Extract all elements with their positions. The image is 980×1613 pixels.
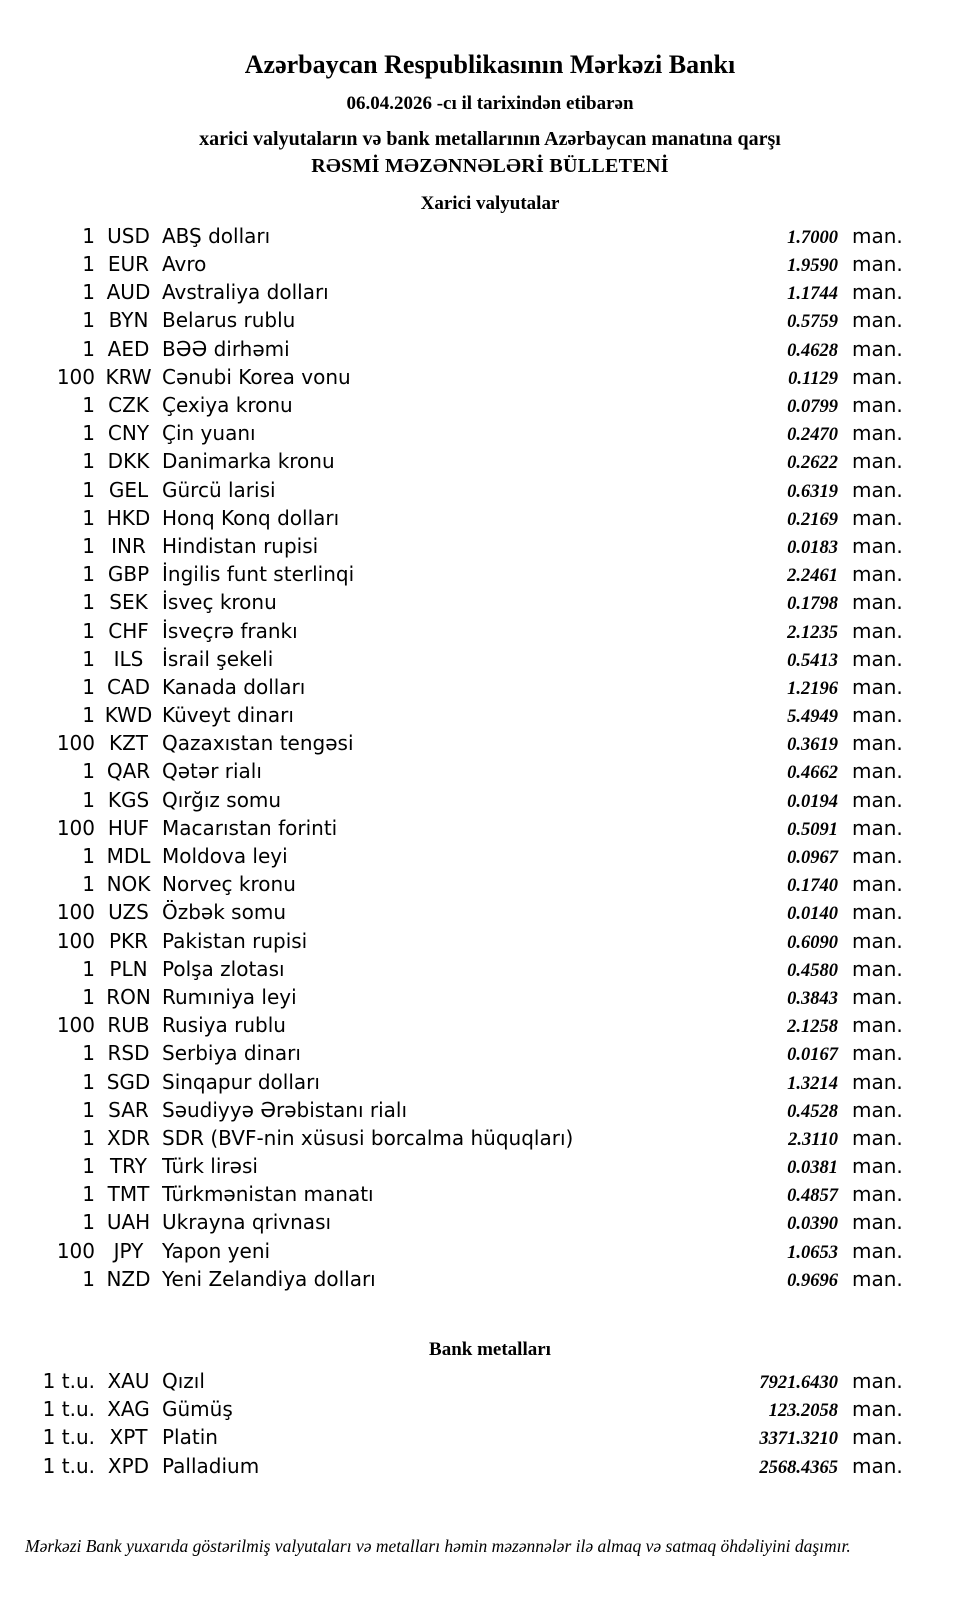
currency-rate: 2.3110 xyxy=(788,1129,838,1150)
unit-label: man. xyxy=(852,1125,903,1150)
currency-row xyxy=(0,675,980,703)
currency-name: Honq Konq dolları xyxy=(162,505,340,530)
metal-code: XPT xyxy=(109,1425,148,1450)
metal-code: XAU xyxy=(107,1369,150,1394)
unit-label: man. xyxy=(852,562,903,587)
currency-qty: 1 xyxy=(82,336,95,361)
unit-label: man. xyxy=(852,928,903,953)
unit-label: man. xyxy=(852,1013,903,1038)
currency-code: NZD xyxy=(106,1266,151,1291)
currency-row xyxy=(0,365,980,393)
currency-code: EUR xyxy=(107,252,150,277)
currency-name: Danimarka kronu xyxy=(162,449,335,474)
metals-section-title: Bank metalları xyxy=(429,1339,551,1361)
unit-label: man. xyxy=(852,872,903,897)
currency-name: İsveç kronu xyxy=(162,590,277,615)
metal-row xyxy=(0,1425,980,1453)
currency-row xyxy=(0,1126,980,1154)
currency-rate: 1.7000 xyxy=(787,227,838,248)
currency-name: İsrail şekeli xyxy=(162,646,274,671)
metal-name: Qızıl xyxy=(162,1369,205,1394)
currency-qty: 1 xyxy=(82,844,95,869)
metal-row xyxy=(0,1369,980,1397)
currency-rate: 0.1740 xyxy=(787,876,838,897)
currency-code: GBP xyxy=(107,562,150,587)
currency-rate: 2.1258 xyxy=(787,1017,838,1038)
currency-qty: 1 xyxy=(82,1154,95,1179)
currency-row xyxy=(0,985,980,1013)
currency-qty: 1 xyxy=(82,533,95,558)
currency-row xyxy=(0,900,980,928)
currency-rate: 0.3843 xyxy=(787,988,838,1009)
currency-row xyxy=(0,590,980,618)
currency-name: Pakistan rupisi xyxy=(162,928,308,953)
unit-label: man. xyxy=(852,1210,903,1235)
currency-row xyxy=(0,534,980,562)
currency-rate: 1.2196 xyxy=(787,678,838,699)
currency-rate: 0.5091 xyxy=(787,819,838,840)
currency-name: Qazaxıstan tengəsi xyxy=(162,731,354,756)
currency-code: CNY xyxy=(107,421,150,446)
unit-label: man. xyxy=(852,1154,903,1179)
currency-row xyxy=(0,788,980,816)
currency-rate: 0.4857 xyxy=(787,1186,838,1207)
metal-qty: 1 t.u. xyxy=(42,1453,95,1478)
unit-label: man. xyxy=(852,956,903,981)
unit-label: man. xyxy=(852,590,903,615)
currency-name: Türk lirəsi xyxy=(162,1154,258,1179)
currency-code: AED xyxy=(107,336,150,361)
currency-rate: 0.2169 xyxy=(787,509,838,530)
currency-name: Avro xyxy=(162,252,207,277)
bulletin-subtitle: xarici valyutaların və bank metallarının Azərbaycan manatına qarşı xyxy=(199,127,781,150)
metal-rate: 3371.3210 xyxy=(759,1429,838,1450)
metal-name: Palladium xyxy=(162,1453,260,1478)
currency-row xyxy=(0,703,980,731)
currency-rate: 0.0167 xyxy=(787,1045,838,1066)
unit-label: man. xyxy=(852,533,903,558)
currency-rate: 0.0390 xyxy=(787,1214,838,1235)
currency-code: CAD xyxy=(106,674,151,699)
currency-name: Ukrayna qrivnası xyxy=(162,1210,332,1235)
currency-name: Rumıniya leyi xyxy=(162,984,297,1009)
metal-rate: 123.2058 xyxy=(768,1401,838,1422)
metal-rate: 7921.6430 xyxy=(759,1373,838,1394)
currency-qty: 1 xyxy=(82,956,95,981)
currency-code: USD xyxy=(107,223,150,248)
currency-rate: 0.0140 xyxy=(787,904,838,925)
currency-code: INR xyxy=(111,533,146,558)
currency-rate: 0.4628 xyxy=(787,340,838,361)
currency-qty: 1 xyxy=(82,421,95,446)
metal-row xyxy=(0,1454,980,1482)
currency-name: Kanada dolları xyxy=(162,674,306,699)
unit-label: man. xyxy=(852,393,903,418)
currency-row xyxy=(0,1267,980,1295)
currency-row xyxy=(0,619,980,647)
unit-label: man. xyxy=(852,449,903,474)
unit-label: man. xyxy=(852,1397,903,1422)
currency-qty: 100 xyxy=(56,1013,95,1038)
currency-row xyxy=(0,337,980,365)
currency-code: NOK xyxy=(106,872,151,897)
currency-qty: 1 xyxy=(82,393,95,418)
currency-qty: 1 xyxy=(82,703,95,728)
currency-code: KRW xyxy=(105,364,152,389)
currency-code: UAH xyxy=(106,1210,151,1235)
currency-rate: 0.3619 xyxy=(787,735,838,756)
currency-row xyxy=(0,252,980,280)
currency-code: CZK xyxy=(108,393,149,418)
currency-code: QAR xyxy=(106,759,151,784)
unit-label: man. xyxy=(852,505,903,530)
currency-rate: 2.1235 xyxy=(787,622,838,643)
metal-code: XPD xyxy=(107,1453,150,1478)
currency-qty: 1 xyxy=(82,562,95,587)
currency-rate: 1.1744 xyxy=(787,284,838,305)
unit-label: man. xyxy=(852,759,903,784)
unit-label: man. xyxy=(852,815,903,840)
currency-row xyxy=(0,929,980,957)
currency-name: Serbiya dinarı xyxy=(162,1041,301,1066)
unit-label: man. xyxy=(852,1453,903,1478)
currency-row xyxy=(0,1098,980,1126)
currency-qty: 1 xyxy=(82,1125,95,1150)
currency-code: RUB xyxy=(107,1013,150,1038)
currency-qty: 1 xyxy=(82,787,95,812)
currency-rate: 0.4580 xyxy=(787,960,838,981)
currency-section-title: Xarici valyutalar xyxy=(420,192,560,214)
unit-label: man. xyxy=(852,618,903,643)
currency-qty: 1 xyxy=(82,646,95,671)
unit-label: man. xyxy=(852,1097,903,1122)
currency-code: MDL xyxy=(106,844,151,869)
currency-rate: 0.4662 xyxy=(787,763,838,784)
currency-code: SAR xyxy=(108,1097,149,1122)
unit-label: man. xyxy=(852,674,903,699)
footer-disclaimer: Mərkəzi Bank yuxarıda göstərilmiş valyutaları və metalları həmin məzənnələr ilə almaq və satmaq öhdəliyini daşımır. xyxy=(25,1535,851,1556)
metal-qty: 1 t.u. xyxy=(42,1397,95,1422)
currency-table xyxy=(0,224,980,1295)
currency-code: TRY xyxy=(109,1154,148,1179)
unit-label: man. xyxy=(852,787,903,812)
currency-name: Avstraliya dolları xyxy=(162,280,329,305)
unit-label: man. xyxy=(852,731,903,756)
currency-rate: 0.2470 xyxy=(787,425,838,446)
currency-name: Çexiya kronu xyxy=(162,393,293,418)
currency-name: Çin yuanı xyxy=(162,421,256,446)
bulletin-title: RƏSMİ MƏZƏNNƏLƏRİ BÜLLETENİ xyxy=(311,154,669,177)
currency-code: AUD xyxy=(106,280,151,305)
currency-row xyxy=(0,562,980,590)
currency-qty: 100 xyxy=(56,928,95,953)
unit-label: man. xyxy=(852,1069,903,1094)
currency-name: Moldova leyi xyxy=(162,844,288,869)
metal-code: XAG xyxy=(107,1397,150,1422)
currency-qty: 1 xyxy=(82,223,95,248)
currency-qty: 1 xyxy=(82,252,95,277)
currency-row xyxy=(0,731,980,759)
metal-row xyxy=(0,1397,980,1425)
currency-name: Hindistan rupisi xyxy=(162,533,319,558)
currency-name: Rusiya rublu xyxy=(162,1013,286,1038)
metal-name: Gümüş xyxy=(162,1397,233,1422)
currency-rate: 0.0183 xyxy=(787,537,838,558)
currency-qty: 100 xyxy=(56,900,95,925)
currency-row xyxy=(0,1070,980,1098)
currency-row xyxy=(0,506,980,534)
currency-qty: 1 xyxy=(82,674,95,699)
currency-row xyxy=(0,224,980,252)
currency-name: BƏƏ dirhəmi xyxy=(162,336,290,361)
currency-code: SEK xyxy=(109,590,148,615)
currency-name: İsveçrə frankı xyxy=(162,618,298,643)
currency-code: RON xyxy=(106,984,151,1009)
currency-rate: 0.5413 xyxy=(787,650,838,671)
unit-label: man. xyxy=(852,1266,903,1291)
currency-name: Gürcü larisi xyxy=(162,477,276,502)
currency-qty: 100 xyxy=(56,364,95,389)
currency-rate: 0.0194 xyxy=(787,791,838,812)
currency-code: PKR xyxy=(108,928,149,953)
currency-rate: 0.1798 xyxy=(787,594,838,615)
unit-label: man. xyxy=(852,984,903,1009)
effective-date-line: 06.04.2026 -cı il tarixindən etibarən xyxy=(346,92,634,114)
currency-row xyxy=(0,393,980,421)
currency-name: Türkmənistan manatı xyxy=(162,1182,374,1207)
currency-code: CHF xyxy=(108,618,149,643)
currency-code: DKK xyxy=(107,449,150,474)
currency-name: Norveç kronu xyxy=(162,872,296,897)
currency-code: ILS xyxy=(113,646,144,671)
bank-title: Azərbaycan Respublikasının Mərkəzi Bankı xyxy=(244,50,736,79)
currency-qty: 1 xyxy=(82,1041,95,1066)
currency-name: Özbək somu xyxy=(162,900,286,925)
currency-rate: 0.6090 xyxy=(787,932,838,953)
unit-label: man. xyxy=(852,1425,903,1450)
currency-qty: 100 xyxy=(56,1238,95,1263)
currency-qty: 100 xyxy=(56,815,95,840)
currency-code: PLN xyxy=(109,956,148,981)
currency-row xyxy=(0,1154,980,1182)
currency-rate: 0.4528 xyxy=(787,1101,838,1122)
unit-label: man. xyxy=(852,1369,903,1394)
currency-name: SDR (BVF-nin xüsusi borcalma hüquqları) xyxy=(162,1125,574,1150)
currency-name: Qətər rialı xyxy=(162,759,262,784)
unit-label: man. xyxy=(852,1182,903,1207)
currency-code: SGD xyxy=(106,1069,151,1094)
metal-qty: 1 t.u. xyxy=(42,1425,95,1450)
currency-qty: 1 xyxy=(82,477,95,502)
metals-table xyxy=(0,1369,980,1482)
unit-label: man. xyxy=(852,844,903,869)
unit-label: man. xyxy=(852,1041,903,1066)
currency-code: RSD xyxy=(107,1041,150,1066)
currency-qty: 1 xyxy=(82,590,95,615)
currency-rate: 0.2622 xyxy=(787,453,838,474)
currency-rate: 0.9696 xyxy=(787,1270,838,1291)
currency-rate: 1.3214 xyxy=(787,1073,838,1094)
currency-qty: 100 xyxy=(56,731,95,756)
currency-row xyxy=(0,816,980,844)
currency-code: TMT xyxy=(107,1182,150,1207)
currency-qty: 1 xyxy=(82,1210,95,1235)
currency-rate: 0.0799 xyxy=(787,397,838,418)
currency-name: Polşa zlotası xyxy=(162,956,285,981)
currency-name: Sinqapur dolları xyxy=(162,1069,320,1094)
currency-row xyxy=(0,1182,980,1210)
unit-label: man. xyxy=(852,336,903,361)
currency-rate: 2.2461 xyxy=(787,566,838,587)
currency-rate: 0.6319 xyxy=(787,481,838,502)
unit-label: man. xyxy=(852,1238,903,1263)
currency-row xyxy=(0,1239,980,1267)
currency-row xyxy=(0,280,980,308)
currency-row xyxy=(0,647,980,675)
currency-name: İngilis funt sterlinqi xyxy=(162,562,355,587)
currency-qty: 1 xyxy=(82,872,95,897)
currency-name: Yeni Zelandiya dolları xyxy=(162,1266,376,1291)
unit-label: man. xyxy=(852,252,903,277)
currency-qty: 1 xyxy=(82,1097,95,1122)
currency-rate: 0.5759 xyxy=(787,312,838,333)
currency-rate: 0.0967 xyxy=(787,848,838,869)
currency-row xyxy=(0,759,980,787)
metal-name: Platin xyxy=(162,1425,218,1450)
currency-row xyxy=(0,1210,980,1238)
currency-row xyxy=(0,421,980,449)
unit-label: man. xyxy=(852,477,903,502)
currency-rate: 5.4949 xyxy=(787,707,838,728)
metal-rate: 2568.4365 xyxy=(759,1457,838,1478)
currency-rate: 1.9590 xyxy=(787,256,838,277)
unit-label: man. xyxy=(852,900,903,925)
currency-row xyxy=(0,478,980,506)
currency-row xyxy=(0,844,980,872)
currency-code: BYN xyxy=(108,308,149,333)
currency-name: Cənubi Korea vonu xyxy=(162,364,351,389)
currency-row xyxy=(0,449,980,477)
unit-label: man. xyxy=(852,421,903,446)
currency-code: XDR xyxy=(107,1125,150,1150)
currency-qty: 1 xyxy=(82,449,95,474)
currency-row xyxy=(0,1041,980,1069)
currency-name: Qırğız somu xyxy=(162,787,282,812)
currency-name: Yapon yeni xyxy=(162,1238,271,1263)
currency-qty: 1 xyxy=(82,1182,95,1207)
currency-name: Səudiyyə Ərəbistanı rialı xyxy=(162,1097,408,1122)
currency-code: HUF xyxy=(107,815,150,840)
unit-label: man. xyxy=(852,223,903,248)
currency-rate: 0.1129 xyxy=(788,368,838,389)
currency-row xyxy=(0,1013,980,1041)
currency-qty: 1 xyxy=(82,505,95,530)
unit-label: man. xyxy=(852,364,903,389)
currency-qty: 1 xyxy=(82,308,95,333)
currency-qty: 1 xyxy=(82,1069,95,1094)
unit-label: man. xyxy=(852,646,903,671)
currency-name: Belarus rublu xyxy=(162,308,296,333)
currency-code: UZS xyxy=(108,900,149,925)
currency-code: JPY xyxy=(113,1238,144,1263)
currency-row xyxy=(0,872,980,900)
unit-label: man. xyxy=(852,308,903,333)
currency-qty: 1 xyxy=(82,618,95,643)
unit-label: man. xyxy=(852,280,903,305)
metal-qty: 1 t.u. xyxy=(42,1369,95,1394)
currency-code: GEL xyxy=(108,477,149,502)
currency-code: KGS xyxy=(107,787,150,812)
currency-qty: 1 xyxy=(82,984,95,1009)
currency-name: Küveyt dinarı xyxy=(162,703,294,728)
currency-qty: 1 xyxy=(82,759,95,784)
currency-code: KZT xyxy=(108,731,149,756)
currency-qty: 1 xyxy=(82,1266,95,1291)
currency-name: ABŞ dolları xyxy=(162,223,271,248)
currency-code: HKD xyxy=(106,505,151,530)
currency-qty: 1 xyxy=(82,280,95,305)
currency-row xyxy=(0,957,980,985)
unit-label: man. xyxy=(852,703,903,728)
currency-name: Macarıstan forinti xyxy=(162,815,338,840)
currency-rate: 1.0653 xyxy=(787,1242,838,1263)
currency-row xyxy=(0,308,980,336)
currency-rate: 0.0381 xyxy=(787,1158,838,1179)
currency-code: KWD xyxy=(104,703,153,728)
